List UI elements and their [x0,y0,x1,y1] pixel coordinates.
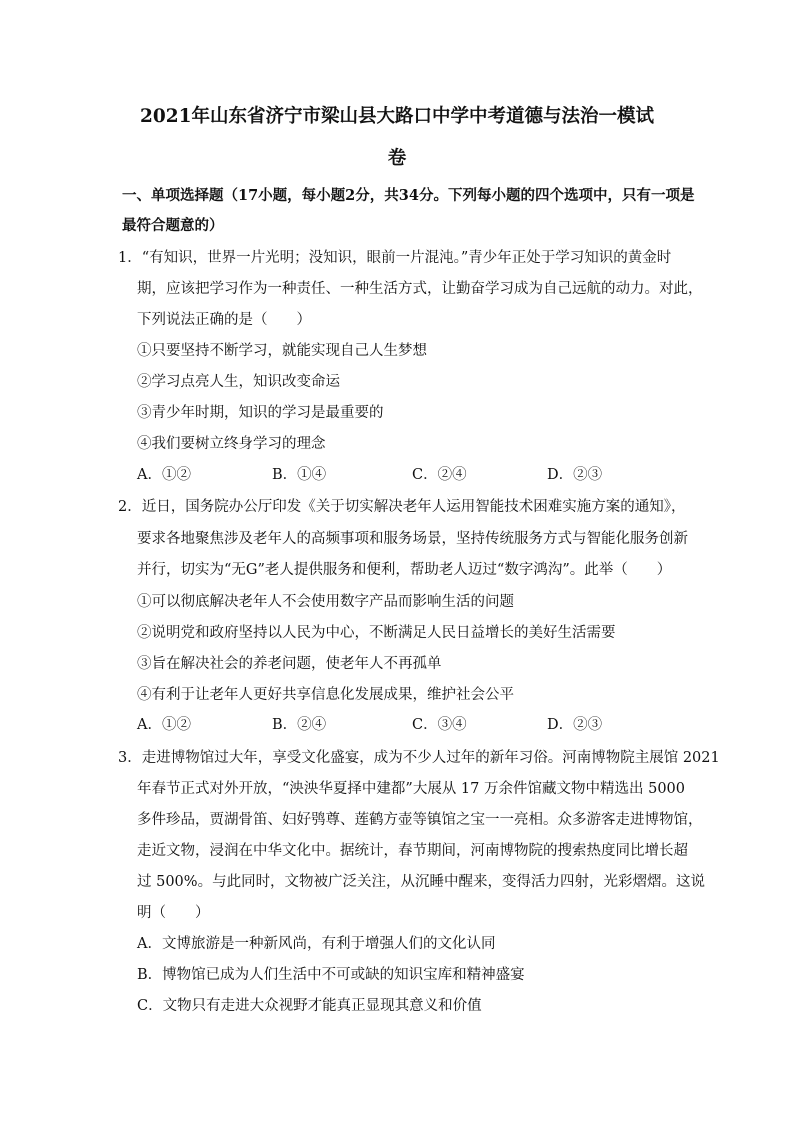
q1-option-c[interactable]: C．②④ [412,467,467,483]
q1-stem-line-2: 期，应该把学习作为一种责任、一种生活方式，让勤奋学习成为自己远航的动力。对此， [137,281,703,297]
q2-option-d[interactable]: D．②③ [547,717,603,733]
q2-statement-2: ②说明党和政府坚持以人民为中心，不断满足人民日益增长的美好生活需要 [137,625,616,641]
q1-option-a[interactable]: A．①② [137,467,191,483]
section-heading-line-2: 最符合题意的） [122,217,224,234]
q2-option-c[interactable]: C．③④ [412,717,467,733]
q2-option-a[interactable]: A．①② [137,717,191,733]
q3-stem-line-3: 多件珍品，贾湖骨笛、妇好鸮尊、莲鹤方壶等镇馆之宝一一亮相。众多游客走进博物馆， [137,812,703,828]
q2-stem-line-1: 2．近日，国务院办公厅印发《关于切实解决老年人运用智能技术困难实施方案的通知》， [118,499,686,515]
q2-statement-3: ③旨在解决社会的养老问题，使老年人不再孤单 [137,656,442,672]
q1-option-d[interactable]: D．②③ [547,467,603,483]
q3-stem-line-5: 过 500%。与此同时，文物被广泛关注，从沉睡中醒来，变得活力四射，光彩熠熠。这说 [137,874,706,890]
q1-option-b[interactable]: B．①④ [272,467,327,483]
q1-statement-3: ③青少年时期，知识的学习是最重要的 [137,405,384,421]
q3-option-b[interactable]: B．博物馆已成为人们生活中不可或缺的知识宝库和精神盛宴 [137,967,525,983]
q1-statement-4: ④我们要树立终身学习的理念 [137,436,326,452]
q1-statement-1: ①只要坚持不断学习，就能实现自己人生梦想 [137,343,427,359]
q3-option-a[interactable]: A．文博旅游是一种新风尚，有利于增强人们的文化认同 [137,936,496,952]
q3-stem-line-2: 年春节正式对外开放，“泱泱华夏择中建都”大展从 17 万余件馆藏文物中精选出 5000 [137,781,686,797]
exam-title-line-2: 卷 [387,148,407,169]
q3-stem-line-6: 明（ ） [137,905,210,921]
section-heading-line-1: 一、单项选择题（17小题，每小题2分，共34分。下列每小题的四个选项中，只有一项是 [122,187,695,204]
q3-option-c[interactable]: C．文物只有走进大众视野才能真正显现其意义和价值 [137,998,482,1014]
q3-stem-line-4: 走近文物，浸润在中华文化中。据统计，春节期间，河南博物院的搜索热度同比增长超 [137,843,688,859]
q2-option-b[interactable]: B．②④ [272,717,327,733]
q1-statement-2: ②学习点亮人生，知识改变命运 [137,374,340,390]
q1-stem-line-1: 1．“有知识，世界一片光明；没知识，眼前一片混沌。”青少年正处于学习知识的黄金时 [118,250,672,266]
q2-stem-line-2: 要求各地聚焦涉及老年人的高频事项和服务场景，坚持传统服务方式与智能化服务创新 [137,531,688,547]
q1-stem-line-3: 下列说法正确的是（ ） [137,312,311,328]
exam-title-line-1: 2021年山东省济宁市梁山县大路口中学中考道德与法治一模试 [140,106,654,127]
q2-statement-4: ④有利于让老年人更好共享信息化发展成果，维护社会公平 [137,687,514,703]
q2-statement-1: ①可以彻底解决老年人不会使用数字产品而影响生活的问题 [137,594,514,610]
q2-stem-line-3: 并行，切实为“无G”老人提供服务和便利，帮助老人迈过“数字鸿沟”。此举（ ） [137,562,672,578]
q3-stem-line-1: 3．走进博物馆过大年，享受文化盛宴，成为不少人过年的新年习俗。河南博物院主展馆 2021 [118,750,720,766]
